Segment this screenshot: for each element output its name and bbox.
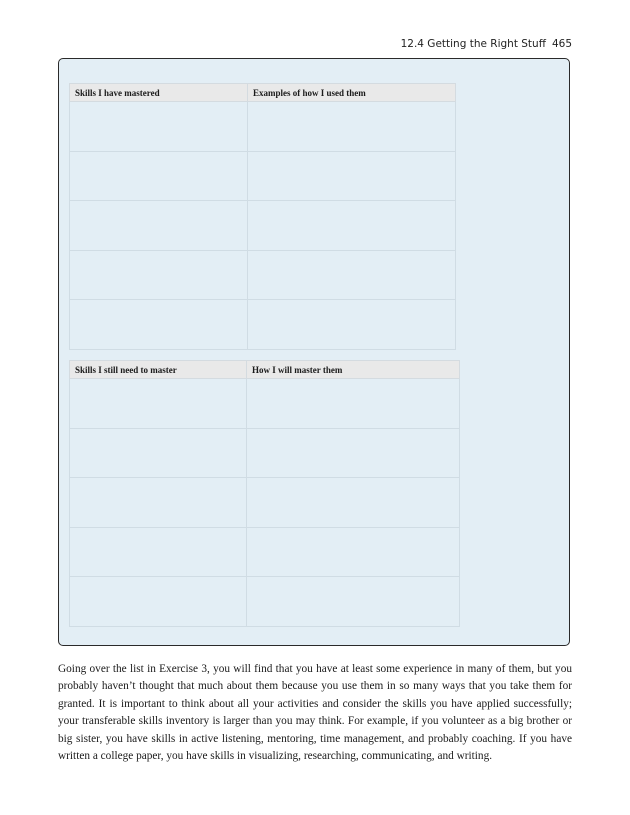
table-cell[interactable] [70,428,247,478]
table-cell[interactable] [247,478,460,528]
table-cell[interactable] [70,527,247,577]
running-header [401,38,572,50]
table-cell[interactable] [247,428,460,478]
section-title: 12.4 Getting the Right Stuff [400,38,546,50]
column-header-examples: Examples of how I used them [248,84,456,102]
table-row [70,102,456,152]
table-cell[interactable] [70,250,248,300]
skills-mastered-table [69,83,456,350]
table-cell[interactable] [248,250,456,300]
table-row [70,379,460,429]
table-cell[interactable] [70,201,248,251]
table-cell[interactable] [248,300,456,350]
skills-to-master-table [69,360,460,627]
table-row [70,250,456,300]
table-cell[interactable] [70,102,248,152]
column-header-skills-mastered: Skills I have mastered [70,84,248,102]
column-header-skills-to-master: Skills I still need to master [70,361,247,379]
table-row [70,527,460,577]
table-header-row [70,84,456,102]
table-cell[interactable] [70,151,248,201]
worksheet-panel [58,58,570,646]
table-cell[interactable] [247,577,460,627]
table-cell[interactable] [70,478,247,528]
table-row [70,201,456,251]
table-cell[interactable] [248,151,456,201]
table-cell[interactable] [70,577,247,627]
column-header-how-to-master: How I will master them [247,361,460,379]
table-row [70,151,456,201]
table-cell[interactable] [248,201,456,251]
table-cell[interactable] [70,300,248,350]
table-header-row [70,361,460,379]
page-number: 465 [551,38,572,50]
table-cell[interactable] [70,379,247,429]
body-paragraph: Going over the list in Exercise 3, you will find that you have at least some experience in many of them, but you probably haven’t thought that much about them because you use them in so many ways that you take them for granted. It is important to think about all your activities and consider the skills you have applied successfully; your transferable skills inventory is larger than you may think. For example, if you volunteer as a big brother or big sister, you have skills in active listening, mentoring, time management, and probably coaching. If you have written a college paper, you have skills in visualizing, researching, communicating, and writing. [58,663,572,763]
table-row [70,428,460,478]
table-row [70,478,460,528]
table-cell[interactable] [248,102,456,152]
table-row [70,300,456,350]
table-cell[interactable] [247,379,460,429]
table-cell[interactable] [247,527,460,577]
table-row [70,577,460,627]
